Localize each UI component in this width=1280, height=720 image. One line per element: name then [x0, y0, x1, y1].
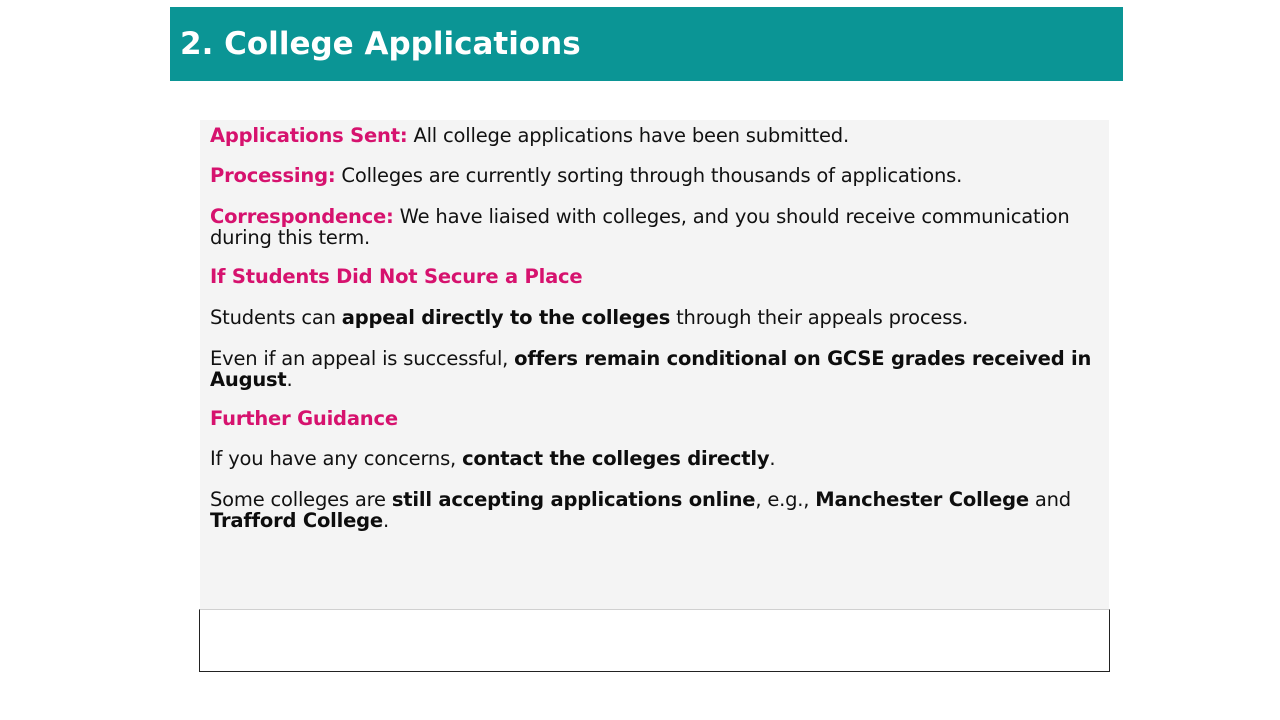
appeal-paragraph: [210, 307, 1095, 328]
accepting-applications-paragraph: [210, 489, 1095, 531]
empty-box: [199, 609, 1110, 672]
correspondence-label: Correspondence:: [210, 205, 394, 228]
conditional-text-start: Even if an appeal is successful,: [210, 347, 515, 370]
conditional-text-end: .: [286, 368, 293, 391]
processing-label: Processing:: [210, 164, 336, 187]
appeal-text-start: Students can: [210, 306, 342, 329]
correspondence-paragraph: [210, 206, 1095, 248]
further-guidance-heading: Further Guidance: [210, 407, 398, 430]
correspondence-text: We have liaised with colleges, and you should receive communication during this term.: [210, 205, 1070, 249]
accepting-emphasis: still accepting applications online: [391, 488, 756, 511]
concerns-text-end: .: [769, 447, 776, 470]
applications-sent-paragraph: [210, 125, 1095, 146]
trafford-college: Trafford College: [210, 509, 383, 532]
concerns-paragraph: [210, 448, 1095, 469]
appeal-emphasis: appeal directly to the colleges: [341, 306, 671, 329]
manchester-college: Manchester College: [815, 488, 1029, 511]
accepting-text-and: and: [1028, 488, 1071, 511]
appeal-text-end: through their appeals process.: [670, 306, 969, 329]
no-place-heading: If Students Did Not Secure a Place: [210, 265, 583, 288]
accepting-text-start: Some colleges are: [210, 488, 392, 511]
processing-text: Colleges are currently sorting through thousands of applications.: [335, 164, 963, 187]
processing-paragraph: [210, 165, 1095, 186]
applications-sent-label: Applications Sent:: [210, 124, 408, 147]
conditional-emphasis: offers remain conditional on GCSE grades received in August: [210, 347, 1092, 391]
concerns-emphasis: contact the colleges directly: [462, 447, 770, 470]
accepting-text-mid: , e.g.,: [755, 488, 816, 511]
title-bar: [170, 7, 1123, 81]
page-title: 2. College Applications: [180, 26, 581, 62]
concerns-text-start: If you have any concerns,: [210, 447, 463, 470]
applications-sent-text: All college applications have been submitted.: [407, 124, 849, 147]
content-panel: [200, 120, 1109, 610]
accepting-text-end: .: [382, 509, 389, 532]
conditional-offers-paragraph: [210, 348, 1095, 390]
